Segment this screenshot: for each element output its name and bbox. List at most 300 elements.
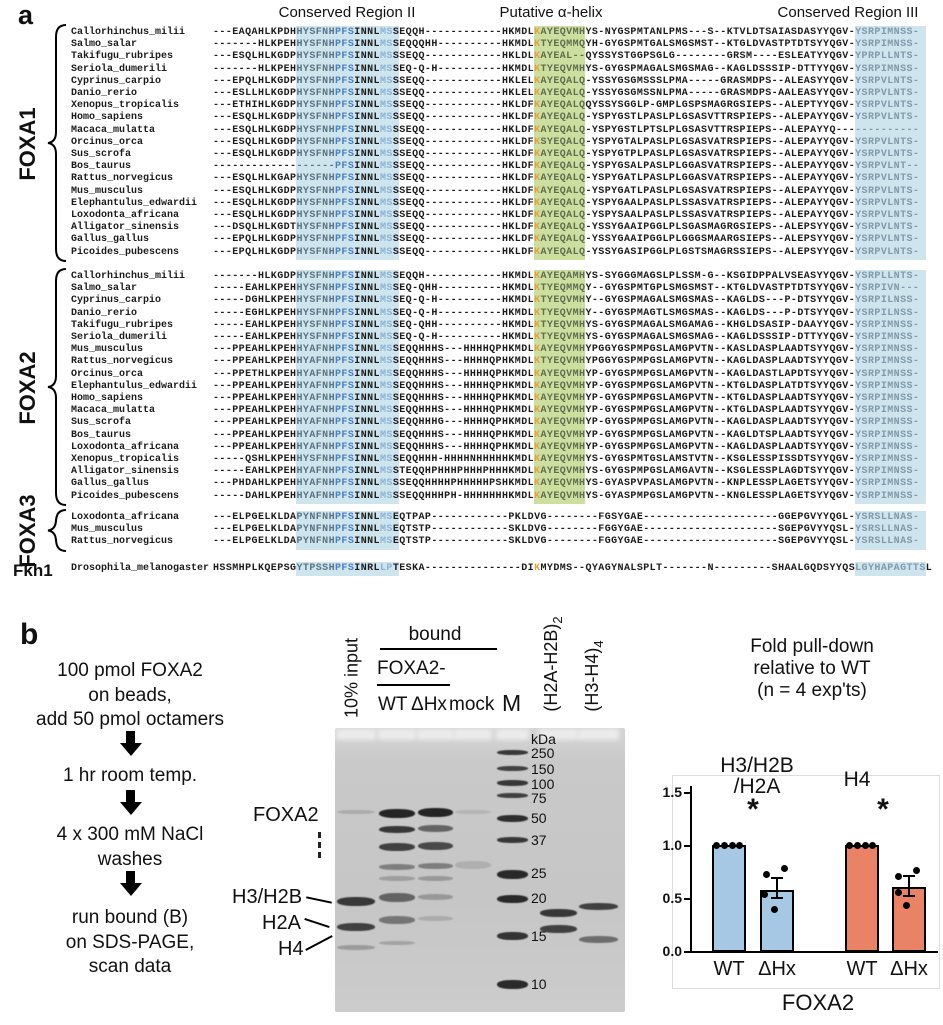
seq-segment-base: SEQQHHHS---HHHHQPHKMDL (392, 405, 535, 417)
seq-segment-blue: PFS (335, 88, 355, 99)
seq-segment-base: INNL (354, 88, 380, 99)
seq-segment-base: SEQ-QHH----------HKMDL (392, 283, 535, 295)
seq-segment-blue: PFS (335, 27, 355, 38)
seq-segment-base: INNL (354, 283, 380, 295)
species-name: Homo_sapiens (71, 112, 144, 124)
seq-segment-base: SEQ-Q-H----------HKMDL (392, 332, 535, 343)
seq-segment-orange: K (534, 222, 541, 234)
species-name: Macaca_mulatta (71, 405, 156, 417)
seq-segment-gtext: AYEQALQ (540, 222, 586, 234)
seq-segment-orange: K (534, 210, 541, 221)
seq-segment-teal: HYSFNH (296, 283, 336, 295)
seq-segment-teal: HYAFNH (296, 417, 336, 429)
seq-segment-blue: PFS (335, 51, 355, 63)
seq-segment-lblue: MS (379, 197, 393, 209)
seq-segment-base: QYSSYSGGLP-GMPLGSPSMAGRGSIEPS--ALEPTYYQGV- (585, 100, 856, 112)
seq-segment-base: QYAGYNALSPLT-------N---------SHAALGQDSYYQS (585, 563, 856, 574)
seq-segment-base: INNL (354, 197, 380, 209)
marker-weight-label: 250 (531, 745, 555, 761)
seq-segment-teal: HYSFNH (296, 454, 336, 465)
data-point-dot (862, 842, 869, 849)
species-name: Homo_sapiens (71, 393, 144, 404)
seq-segment-base: INNL (354, 466, 380, 478)
flow-step-line: run bound (B) (71, 907, 189, 928)
seq-segment-gtext: AYEQALQ (540, 75, 586, 87)
seq-segment-base: INNL (354, 210, 380, 221)
seq-segment-gtext: TYEQVMH (540, 332, 586, 343)
seq-segment-lblue: MS (379, 246, 393, 258)
seq-segment-base: YS-NYGSPMTANLPMS---S--KTVLDTSAIASDASYYQGV- (585, 27, 856, 38)
seq-segment-blue: PFS (335, 112, 355, 124)
seq-segment-blue: PFS (335, 319, 355, 331)
seq-segment-faded: YSRPIVN--- (855, 283, 920, 295)
seq-segment-teal: HYSFNH (296, 75, 336, 87)
seq-segment-base: -----QSHLKPEH (213, 454, 297, 465)
seq-segment-base: ---PPETHLKPEH (213, 368, 297, 380)
subscript: 2 (549, 616, 565, 624)
species-name: Mus_musculus (71, 524, 144, 536)
seq-segment-base: YP-GYGSPMPGSLAMGPVTN--KAGLDASPLAADTSYYQGV- (585, 417, 856, 429)
species-name: Sus_scrofa (71, 149, 132, 160)
seq-segment-teal: HYSFNH (296, 112, 336, 124)
seq-segment-base: INNL (354, 332, 380, 343)
chart-x-title: FOXA2 (781, 990, 855, 1015)
seq-segment-base: SSEQQHHHPH-HHHHHHHKMDL (392, 490, 535, 502)
seq-segment-teal: HYSFNH (296, 271, 336, 282)
seq-segment-orange: K (534, 51, 541, 63)
chart-group-label: H3/H2B (720, 754, 794, 777)
seq-segment-gtext: TYEQVMH (540, 307, 586, 319)
seq-segment-base: Y--GYGSPMAGTLSMGSMAS--KAGLDS---P-DTSYYQGV- (585, 307, 856, 319)
seq-segment-base: ---PPEAHLKPEH (213, 429, 297, 441)
seq-segment-teal: HYSFNH (296, 136, 336, 148)
species-name: Gallus_gallus (71, 234, 150, 246)
seq-segment-lblue: MS (379, 63, 393, 75)
gel-bound-label: bound (408, 624, 462, 645)
seq-segment-teal: HYAFNH (296, 478, 336, 490)
seq-segment-teal: ------ (296, 161, 336, 173)
seq-segment-lblue: MS (379, 283, 393, 295)
seq-segment-base: SSEQQ------------HKLDF (392, 234, 535, 246)
seq-segment-base: INNL (354, 295, 380, 307)
seq-segment-base: YS-SYGGGMAGSLPLSSM-G--KSGIDPPALVSEASYYQGV- (585, 271, 856, 282)
flow-step-line: 100 pmol FOXA2 (57, 660, 203, 681)
species-name: Bos_taurus (71, 161, 132, 173)
seq-segment-base: EQTSTP------------SKLD (392, 536, 535, 548)
seq-segment-base: YP-GYGSPMPGSLAMGPVTN--KAGLDTSPLAADTSYYQGV- (585, 429, 856, 441)
seq-segment-base: ---ESQLHLKGAP (213, 173, 297, 185)
seq-segment-base: -YSSYGAAIPGGLPLSGASMAGRGSIEPS--ALEPSYYQGV- (585, 222, 856, 234)
seq-segment-gtext: AYEQALQ (540, 246, 586, 258)
seq-segment-gtext: AYEQVMH (540, 454, 586, 465)
seq-segment-base: ---ESQLHLKGDP (213, 112, 297, 124)
seq-segment-base: INNL (354, 478, 380, 490)
seq-segment-teal: HYAFNH (296, 344, 336, 356)
marker-weight-label: 37 (531, 832, 547, 848)
seq-segment-gtext: AYEQVMH (540, 429, 586, 441)
data-point-dot (854, 842, 861, 849)
chart-bar (712, 845, 746, 952)
seq-segment-blue: PFS (335, 417, 355, 429)
species-name: Macaca_mulatta (71, 124, 156, 136)
seq-segment-gtext: AYEQVMH (540, 380, 586, 392)
seq-segment-orange: K (534, 100, 541, 112)
species-name: Loxodonta_africana (71, 441, 180, 453)
y-tick-mark (684, 898, 690, 900)
marker-weight-label: 25 (531, 865, 547, 881)
seq-segment-blue: PFS (335, 380, 355, 392)
seq-segment-orange: K (534, 429, 541, 441)
data-point-dot (781, 865, 788, 872)
seq-segment-blue: PFS (335, 234, 355, 246)
seq-segment-base: ---ESQLHLKGDP (213, 185, 297, 197)
species-name: Mus_musculus (71, 185, 144, 197)
species-name: Callorhinchus_milii (71, 271, 186, 282)
seq-segment-blue: PFS (335, 393, 355, 404)
seq-segment-teal: HYSFNH (296, 307, 336, 319)
seq-segment-gtext: AYEQVMH (540, 405, 586, 417)
seq-segment-orange: K (534, 405, 541, 417)
seq-segment-base: INNL (354, 27, 380, 38)
flow-step-line: scan data (88, 956, 172, 977)
seq-segment-base: INRL (354, 563, 380, 574)
seq-segment-lblue: LP (379, 563, 393, 574)
seq-segment-base: SEQQHHHS---HHHHQPHKMDL (392, 368, 535, 380)
block-label-foxa1: FOXA1 (15, 107, 40, 181)
seq-segment-blue: PFS (335, 454, 355, 465)
seq-segment-base: ---EAQAHLKPDH (213, 27, 297, 38)
flow-step-line: on beads, (88, 684, 172, 706)
data-point-dot (729, 842, 736, 849)
seq-segment-faded: YSRPVLNTS- (855, 112, 920, 124)
seq-segment-gtext: AYEQALQ (540, 197, 586, 209)
chart-title-line: Fold pull-down (750, 636, 874, 657)
seq-segment-base: SEQQHHHG---HHHHQPHKMDL (392, 417, 535, 429)
seq-segment-blue: PFS (335, 405, 355, 417)
seq-segment-base: INNL (354, 380, 380, 392)
seq-segment-base: INNL (354, 524, 380, 536)
seq-segment-blue: PFS (335, 246, 355, 258)
flow-step-line: add 50 pmol octamers (36, 709, 224, 730)
seq-segment-base: -----EGHLKPEH (213, 307, 297, 319)
seq-segment-teal: PYNFNH (296, 512, 336, 523)
seq-segment-base: --FGSYGAE---------------------GGEPGVYYQGL- (585, 512, 856, 523)
seq-segment-base: SSEQQ------------HKLDF (392, 112, 535, 124)
seq-segment-base: EQTSTP------------SKLD (392, 524, 535, 536)
seq-segment-base: -------HLKPEH (213, 39, 297, 51)
seq-segment-base: YS-GYGSPMTGSLAMSTVTN--KSGLESSPISSDTSYYQGV- (585, 454, 856, 465)
error-bar-cap-top (771, 877, 783, 879)
seq-segment-teal: HYSFNH (296, 100, 336, 112)
seq-segment-base: ---EPQLHLKGDP (213, 75, 297, 87)
seq-segment-faded: YSRPIMNSS- (855, 27, 920, 38)
seq-segment-faded: YSRPIMNSS- (855, 356, 920, 368)
seq-segment-lblue: MS (379, 295, 393, 307)
seq-segment-lblue: MS (379, 441, 393, 453)
seq-segment-faded: ---------- (855, 124, 920, 136)
chart-y-axis (690, 786, 692, 953)
flow-step-line: 4 x 300 mM NaCl (56, 824, 204, 845)
seq-segment-lblue: MS (379, 512, 393, 523)
chart-bar (892, 887, 926, 952)
seq-segment-teal: HYAFNH (296, 380, 336, 392)
seq-segment-faded: YSRPVLNTS- (855, 234, 920, 246)
seq-segment-base: YP-GYGSPMPGSLAMGPVTN--KAGLDASPLAADTSYYQGV- (585, 441, 856, 453)
seq-segment-base: SEQQHHH-HHHHNHHHHHKMDL (392, 454, 535, 465)
header-conserved-region-iii: Conserved Region III (777, 4, 919, 21)
seq-segment-teal: HYAFNH (296, 490, 336, 502)
marker-weight-label: 15 (531, 928, 547, 944)
seq-segment-base: YH-GYGSPMTGALSMGSMST--KTGLDVASTPTDTSYYQGV- (585, 39, 856, 51)
seq-segment-base: -----DGHLKPEH (213, 295, 297, 307)
seq-segment-faded: YSRPIMNSS- (855, 332, 920, 343)
species-name: Rattus_norvegicus (71, 173, 174, 185)
seq-segment-blue: PFS (335, 283, 355, 295)
chart-group-label: H4 (843, 768, 871, 791)
seq-segment-orange: K (534, 380, 541, 392)
seq-segment-teal: HYSFNH (296, 210, 336, 221)
seq-segment-base: SSEQQ------------HKLEL (392, 75, 535, 87)
y-tick-mark (684, 792, 690, 794)
panel-a-label: a (18, 0, 34, 30)
seq-segment-base: INNL (354, 356, 380, 368)
seq-segment-base: SEQQHHHS---HHHHQPHKMDL (392, 344, 535, 356)
seq-segment-base: -------HLKPEH (213, 63, 297, 75)
seq-segment-faded: YSRPVLNTS- (855, 75, 920, 87)
seq-segment-base: L (925, 563, 933, 574)
species-name: Bos_taurus (71, 429, 132, 441)
seq-segment-base: ---PPEAHLKPEH (213, 356, 297, 368)
seq-segment-teal: HYAFNH (296, 356, 336, 368)
seq-segment-blue: PFS (335, 149, 355, 160)
seq-segment-gtext: AYEQVMH (540, 417, 586, 429)
seq-segment-faded: YSRPVLNTS- (855, 136, 920, 148)
data-point-dot (895, 873, 902, 880)
seq-segment-teal: YTPSSH (296, 563, 336, 574)
seq-segment-orange: K (534, 246, 541, 258)
seq-segment-base: ---PPEAHLKPEH (213, 405, 297, 417)
gel-lane-label: mock (449, 694, 495, 715)
species-name: Loxodonta_africana (71, 512, 180, 523)
seq-segment-base: INNL (354, 512, 380, 523)
seq-segment-base: YP-GYGSPMPGSLAMGPVTN--KTGLDASPLATDTSYYQGV- (585, 380, 856, 392)
seq-segment-base: ---ESQLHLKGDP (213, 210, 297, 221)
seq-segment-lblue: MS (379, 319, 393, 331)
flow-step-line: washes (97, 848, 163, 870)
seq-segment-orange: K (534, 63, 541, 75)
marker-weight-label: 50 (531, 810, 547, 826)
seq-segment-base: INNL (354, 393, 380, 404)
y-tick-mark (684, 951, 690, 953)
chart-title-line: (n = 4 exp'ts) (757, 680, 867, 701)
seq-segment-base: INNL (354, 136, 380, 148)
species-name: Loxodonta_africana (71, 210, 180, 221)
species-name: Drosophila_melanogaster (71, 563, 210, 574)
seq-segment-base: MYDMS-- (540, 563, 586, 574)
seq-segment-lblue: MS (379, 536, 393, 548)
gel-rotated-label: $(H3-H4)_4$ (582, 640, 606, 712)
seq-segment-teal: HYSFNH (296, 197, 336, 209)
marker-weight-label: 20 (531, 890, 547, 906)
seq-segment-base: -YSSYGAAIPGGLPLGGGSMAARGSIEPS--ALEPSYYQGV- (585, 234, 856, 246)
seq-segment-orange: K (534, 136, 541, 148)
seq-segment-gtext: AYEQVMH (540, 478, 586, 490)
seq-segment-orange: K (534, 149, 541, 160)
seq-segment-orange: K (534, 161, 541, 173)
seq-segment-base: INNL (354, 75, 380, 87)
data-point-dot (761, 891, 768, 898)
seq-segment-orange: K (534, 307, 541, 319)
seq-segment-lblue: MS (379, 173, 393, 185)
seq-segment-base: ---DSQLHLKGDT (213, 222, 297, 234)
species-name: Cyprinus_carpio (71, 295, 162, 307)
seq-segment-base: -YSSYGASIPGGLPLGSTSMAGRSSIEPS--ALEPSYYQGV- (585, 246, 856, 258)
seq-segment-teal: HYAFNH (296, 405, 336, 417)
seq-segment-teal: HYAFNH (296, 429, 336, 441)
seq-segment-lblue: MS (379, 380, 393, 392)
seq-segment-faded: YSRPVLNTS- (855, 100, 920, 112)
seq-segment-lblue: MS (379, 393, 393, 404)
seq-segment-lblue: MS (379, 466, 393, 478)
seq-segment-blue: PFS (335, 478, 355, 490)
seq-segment-base: INNL (354, 112, 380, 124)
seq-segment-base: SSEQQ------------HKLDF (392, 222, 535, 234)
seq-segment-base: -----EAHLKPEH (213, 466, 297, 478)
seq-segment-teal: HYSFNH (296, 332, 336, 343)
seq-segment-lblue: MS (379, 136, 393, 148)
seq-segment-blue: PFS (335, 332, 355, 343)
gel-h2a-label: H2A (262, 912, 301, 934)
chart-title-line: relative to WT (753, 658, 871, 679)
seq-segment-orange: K (534, 454, 541, 465)
gel-rotated-label: $(H2A-H2B)_2$ (541, 616, 565, 712)
species-name: Elephantulus_edwardii (71, 197, 198, 209)
significance-asterisk: * (747, 793, 759, 826)
seq-segment-base: QYSSYSTGGPSGLG--------GRSM----ESLEATYYQGV- (585, 51, 856, 63)
seq-segment-teal: HYSFNH (296, 222, 336, 234)
seq-segment-base: YP-GYGSPMPGSLAMGPVTN--KTGLDASPLAADTSYYQGV- (585, 393, 856, 404)
seq-segment-lblue: MS (379, 234, 393, 246)
seq-segment-faded: YSRSLLNAS- (855, 536, 920, 548)
seq-segment-blue: PFS (335, 210, 355, 221)
seq-segment-lblue: MS (379, 271, 393, 282)
seq-segment-blue: PFS (335, 75, 355, 87)
seq-segment-blue: PFS (335, 100, 355, 112)
seq-segment-orange: K (534, 393, 541, 404)
seq-segment-orange: K (534, 368, 541, 380)
seq-segment-orange: K (534, 197, 541, 209)
seq-segment-base: ---ESQLHLKGDP (213, 51, 297, 63)
seq-segment-base: INNL (354, 490, 380, 502)
error-bar-line (776, 877, 778, 897)
seq-segment-base: SSEQQ------------HKLDF (392, 173, 535, 185)
seq-segment-base: ---ESQLHLKGDP (213, 197, 297, 209)
seq-segment-orange: K (534, 185, 541, 197)
seq-segment-lblue: MS (379, 478, 393, 490)
bar-x-label: ΔHx (758, 958, 796, 980)
seq-segment-base: YS-GYASPMPGSLAMGPVTN--KNGLESSPLAGETSYYQGV- (585, 490, 856, 502)
seq-segment-gtext: TYEQVMH (540, 295, 586, 307)
seq-segment-base: YP-GYGSPMPGSLAMGPVTN--KTGLDASPLAADTSYYQGV- (585, 405, 856, 417)
marker-weight-label: kDa (531, 731, 556, 747)
error-bar-cap-top (903, 875, 915, 877)
seq-segment-lblue: MS (379, 405, 393, 417)
seq-segment-base: SSEQQ------------HKLDF (392, 246, 535, 258)
seq-segment-teal: HYAFNH (296, 368, 336, 380)
seq-segment-gtext: AYEQALQ (540, 149, 586, 160)
seq-segment-base: ---ELPGELKLDA (213, 536, 297, 548)
seq-segment-teal: HYAFNH (296, 393, 336, 404)
seq-segment-faded: YSRPIMNSS- (855, 405, 920, 417)
seq-segment-lblue: MS (379, 417, 393, 429)
seq-segment-base: YP-GYGSPMPGSLAMGPVTN--KAGLDASTLAPDTSYYQGV- (585, 368, 856, 380)
seq-segment-faded: YSRPIMNSS- (855, 454, 920, 465)
seq-segment-base: SSEQQ------------HKLDF (392, 210, 535, 221)
seq-segment-faded: YSRPIMNSS- (855, 417, 920, 429)
seq-segment-teal: PYNFNH (296, 536, 336, 548)
seq-segment-lblue: MS (379, 185, 393, 197)
data-point-dot (736, 842, 743, 849)
seq-segment-base: ---ESQLHLKGDP (213, 149, 297, 160)
seq-segment-gtext: AYEQVMH (540, 368, 586, 380)
seq-segment-base: ---ESQLHLKGDP (213, 124, 297, 136)
seq-segment-teal: HYSFNH (296, 39, 336, 51)
seq-segment-base: INNL (354, 454, 380, 465)
seq-segment-blue: PFS (335, 136, 355, 148)
seq-segment-base: SSEQQ------------HKLDF (392, 161, 535, 173)
seq-segment-base: SSEQQ------------HKLDF (392, 100, 535, 112)
seq-segment-gtext: AYEQVMH (540, 441, 586, 453)
block-label-fkh1: Fkh1 (13, 561, 53, 580)
seq-segment-base: G------ (540, 524, 586, 536)
seq-segment-gtext: AYEQALQ (540, 88, 586, 99)
seq-segment-base: SEQ-Q-H----------HKMDL (392, 63, 535, 75)
seq-segment-base: ---PPEAHLKPEH (213, 380, 297, 392)
seq-segment-base: SEQQQHH----------HKMDL (392, 39, 535, 51)
species-name: Rattus_norvegicus (71, 536, 174, 548)
seq-segment-base: YPGGYGSPMPGSLAMGPVTN--KAGLDASPLAADTSYYQGV- (585, 356, 856, 368)
seq-segment-base: -YSPYGATLPASLPLGGASVATRSPIEPS--ALEPAYYQGV- (585, 173, 856, 185)
seq-segment-orange: K (534, 271, 541, 282)
seq-segment-base: SEQQHHHS---HHHHQPHKMDL (392, 356, 535, 368)
header-putative-alpha-helix: Putative α-helix (499, 4, 603, 21)
data-point-dot (895, 889, 902, 896)
seq-segment-base: V (534, 524, 541, 536)
seq-segment-base: SEQ-Q-H----------HKMDL (392, 307, 535, 319)
seq-segment-base: -YSPYGTPLPASLPLGSASVATRSPIEPS--ALEPAYYQGV- (585, 149, 856, 160)
gel-foxa2-label: FOXA2- (377, 658, 446, 679)
seq-segment-base: V (534, 536, 541, 548)
seq-segment-base: G------ (540, 512, 586, 523)
seq-segment-gtext: AYEQALQ (540, 234, 586, 246)
seq-segment-gtext: TYEQVMH (540, 356, 586, 368)
seq-segment-base: YS-GYGSPMAGALSMGSMAG--KAGLDSSSIP-DTTYYQGV- (585, 332, 856, 343)
data-point-dot (763, 871, 770, 878)
data-point-dot (846, 842, 853, 849)
species-name: Cyprinus_carpio (71, 75, 162, 87)
seq-segment-base: ---PPEAHLKPEH (213, 417, 297, 429)
seq-segment-lblue: MS (379, 356, 393, 368)
seq-segment-orange: K (534, 332, 541, 343)
seq-segment-gtext: AYEAL-- (540, 51, 586, 63)
species-name: Gallus_gallus (71, 478, 150, 490)
marker-weight-label: 100 (531, 776, 555, 792)
seq-segment-faded: YSRPIMNSS- (855, 63, 920, 75)
seq-segment-lblue: MS (379, 454, 393, 465)
seq-segment-base: G------ (540, 536, 586, 548)
seq-segment-blue: PFS (335, 271, 355, 282)
seq-segment-base: --FGGYGAE---------------------SGEPGVYYQSL- (585, 524, 856, 536)
